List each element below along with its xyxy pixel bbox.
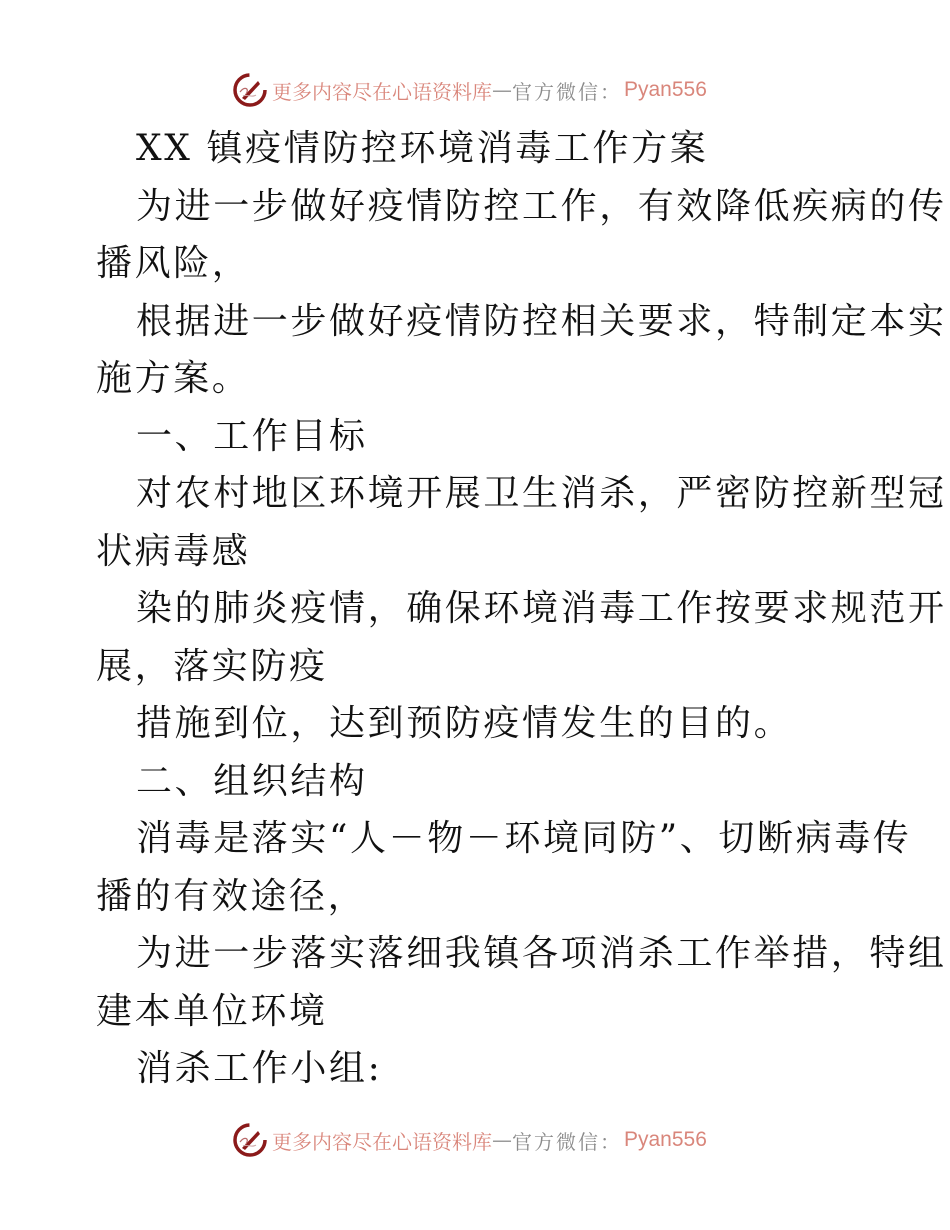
watermark-wechat-id: Pyan556 xyxy=(624,78,707,101)
paragraph-line: 消杀工作小组: xyxy=(136,1048,383,1089)
paragraph-line: 播的有效途径， xyxy=(96,875,367,917)
paragraph-line: 染的肺炎疫情，确保环境消毒工作按要求规范开 xyxy=(136,588,947,629)
paragraph-line: 展，落实防疫 xyxy=(96,645,328,687)
document-body xyxy=(96,120,947,1098)
paragraph-line: 消毒是落实“人－物－环境同防”、切断病毒传 xyxy=(136,818,912,859)
watermark-dash: — xyxy=(492,78,512,102)
paragraph-line: 根据进一步做好疫情防控相关要求，特制定本实 xyxy=(136,300,947,342)
paragraph-line: 建本单位环境 xyxy=(96,990,328,1032)
watermark-wechat-id: Pyan556 xyxy=(624,1128,707,1151)
quill-pen-logo-icon xyxy=(232,72,268,108)
paragraph-line: 为进一步落实落细我镇各项消杀工作举措，特组 xyxy=(136,933,947,974)
document-title: XX 镇疫情防控环境消毒工作方案 xyxy=(136,128,709,169)
paragraph-line: 对农村地区环境开展卫生消杀，严密防控新型冠 xyxy=(136,473,947,514)
watermark-dash: — xyxy=(492,1128,512,1152)
paragraph-line: 施方案。 xyxy=(96,358,251,399)
footer-watermark xyxy=(232,1120,707,1160)
header-watermark xyxy=(232,70,707,110)
paragraph-line: 状病毒感 xyxy=(96,530,251,572)
paragraph-line: 措施到位，达到预防疫情发生的目的。 xyxy=(136,703,793,744)
paragraph-line: 为进一步做好疫情防控工作，有效降低疾病的传 xyxy=(136,185,947,227)
section-heading: 一、工作目标 xyxy=(136,415,368,457)
watermark-wechat-label: 官方微信： xyxy=(512,1129,622,1154)
watermark-wechat-label: 官方微信： xyxy=(512,79,622,104)
watermark-brand-text: 更多内容尽在心语资料库 xyxy=(272,79,492,104)
quill-pen-logo-icon xyxy=(232,1122,268,1158)
watermark-brand-text: 更多内容尽在心语资料库 xyxy=(272,1129,492,1154)
paragraph-line: 播风险， xyxy=(96,243,251,284)
section-heading: 二、组织结构 xyxy=(136,760,368,802)
